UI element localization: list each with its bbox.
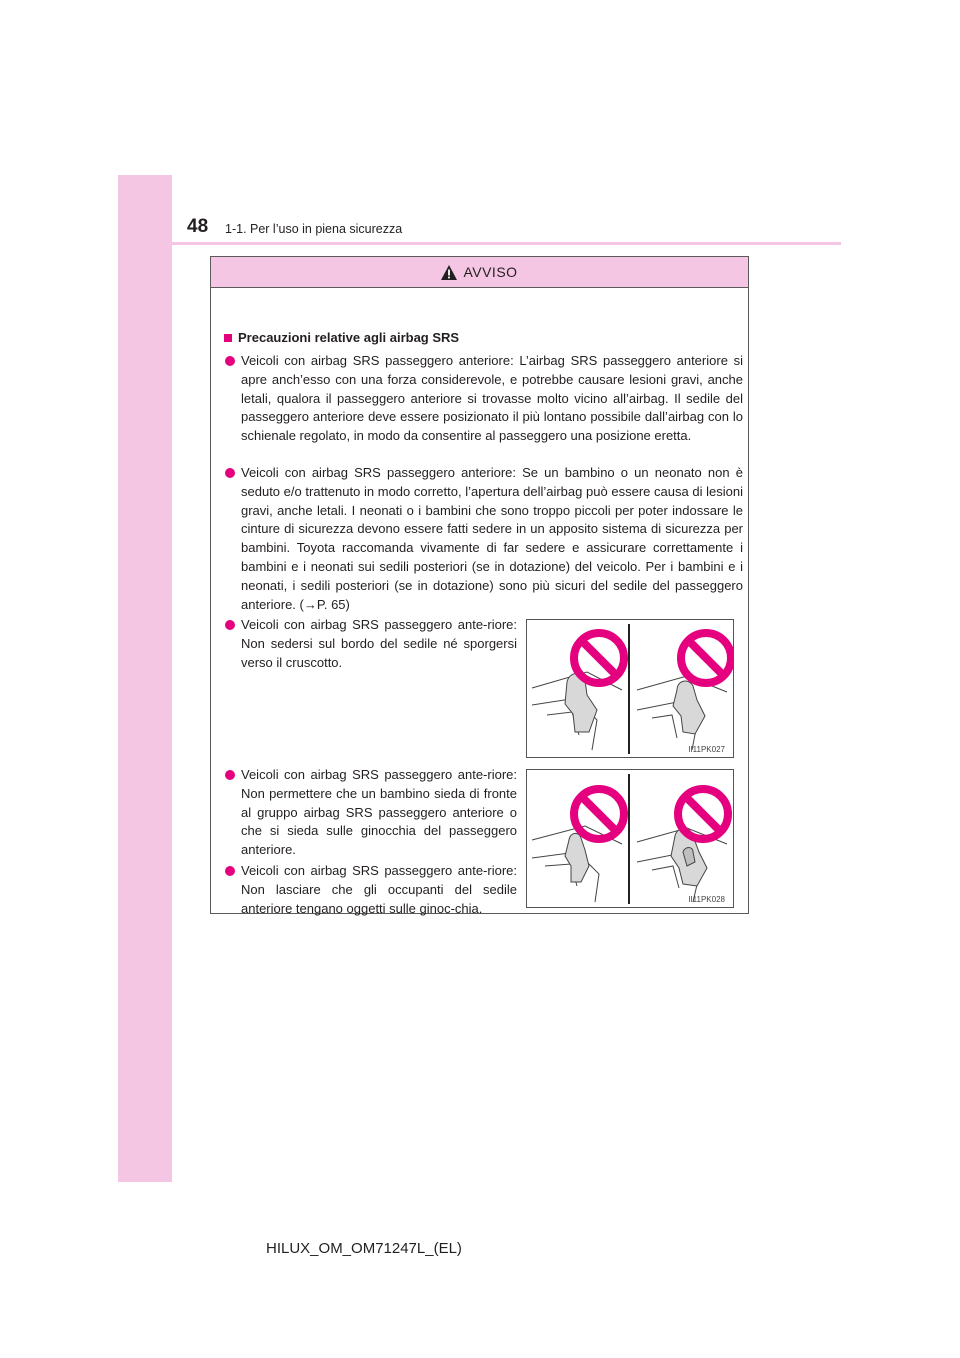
bullet-item (241, 352, 743, 446)
bullet-dot-icon (225, 866, 235, 876)
figure-no-leaning-on-dashboard (526, 619, 734, 758)
prohibition-icon (678, 789, 728, 839)
bullet-text: Veicoli con airbag SRS passeggero ante-riore: Non permettere che un bambino sieda di fronte al gruppo airbag SRS passeggero anteriore o che si sieda sulle ginocchia del passeggero anteriore. (241, 767, 517, 858)
bullet-text: Veicoli con airbag SRS passeggero anteriore: Se un bambino o un neonato non è seduto e/o trattenuto in modo corretto, l’apertura dell’airbag può essere causa di lesioni gravi, anche letali. I neonati o i bambini che sono troppo piccoli per poter indossare le cinture di sicurezza devono essere fatti sedere in un apposito sistema di sicurezza per bambini. Toyota raccomanda vivamente di far sedere e assicurare correttamente i bambini e i neonati sui sedili posteriori (se in dotazione) del veicolo. Per i bambini e i neonati, i sedili posteriori (se in dotazione) sono più sicuri del sedile del passeggero anteriore. (→P. 65) (241, 465, 743, 612)
prohibition-icon (574, 789, 624, 839)
figure-child-in-front-of-airbag (526, 769, 734, 908)
bullet-dot-icon (225, 620, 235, 630)
bullet-item (241, 616, 517, 672)
bullet-item (241, 862, 517, 918)
prohibition-icon (681, 633, 731, 683)
section-title: 1-1. Per l’uso in piena sicurezza (225, 222, 403, 236)
warning-box (210, 256, 749, 914)
figure-code: II11PK027 (688, 745, 725, 754)
subheading (224, 330, 459, 345)
bullet-text: Veicoli con airbag SRS passeggero ante-riore: Non sedersi sul bordo del sedile né sporgersi verso il cruscotto. (241, 617, 517, 670)
warning-header (211, 257, 748, 288)
bullet-dot-icon (225, 356, 235, 366)
airbag-illustration (527, 770, 733, 907)
warning-title: AVVISO (463, 264, 518, 280)
bullet-item (241, 766, 517, 860)
subheading-text: Precauzioni relative agli airbag SRS (238, 330, 460, 345)
side-tab-band (118, 175, 172, 1182)
prohibition-icon (574, 633, 624, 683)
bullet-text: Veicoli con airbag SRS passeggero ante-riore: Non lasciare che gli occupanti del sedile anteriore tengano oggetti sulle ginoc-chia. (241, 863, 517, 916)
bullet-dot-icon (225, 770, 235, 780)
figure-code: II11PK028 (688, 895, 725, 904)
bullet-text: Veicoli con airbag SRS passeggero anteriore: L’airbag SRS passeggero anteriore si apre anch’esso con una forza considerevole, e potrebbe causare lesioni gravi, anche letali, qualora il passeggero anteriore si trovasse molto vicino all’airbag. Il sedile del passeggero anteriore deve essere posizionato il più lontano possibile dall’airbag con lo schienale regolato, in modo da consentire al passeggero una posizione eretta. (241, 353, 743, 444)
square-bullet-icon (224, 334, 232, 342)
document-id: HILUX_OM_OM71247L_(EL) (266, 1240, 462, 1257)
warning-triangle-icon (441, 265, 457, 280)
bullet-dot-icon (225, 468, 235, 478)
airbag-illustration (527, 620, 733, 757)
page-number: 48 (187, 216, 209, 237)
bullet-item (241, 464, 743, 614)
header-rule (172, 242, 841, 245)
